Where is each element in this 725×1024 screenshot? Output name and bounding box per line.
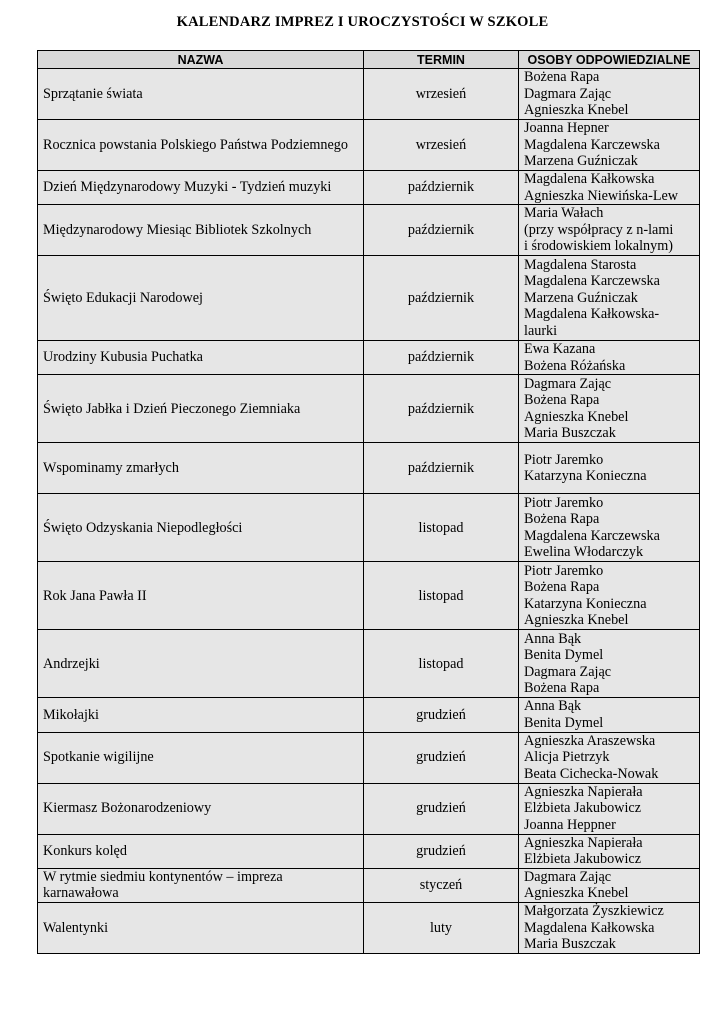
table-header-row (38, 51, 700, 69)
table-row (38, 630, 700, 698)
person-name: Elżbieta Jakubowicz (524, 800, 641, 817)
header-term: TERMIN (364, 51, 519, 69)
event-term: styczeń (364, 868, 519, 902)
responsible-people (519, 732, 700, 783)
person-name: Bożena Rapa (524, 511, 600, 528)
person-name: Marzena Guźniczak (524, 289, 638, 306)
table-row (38, 783, 700, 834)
table-row (38, 69, 700, 120)
table-row (38, 171, 700, 205)
table-row (38, 698, 700, 732)
responsible-people (519, 205, 700, 256)
responsible-people (519, 341, 700, 375)
person-name: Agnieszka Napierała (524, 783, 643, 800)
person-name: Maria Buszczak (524, 936, 616, 953)
table-row (38, 732, 700, 783)
event-name: Święto Jabłka i Dzień Pieczonego Ziemniaka (38, 375, 364, 443)
event-term: listopad (364, 562, 519, 630)
person-name: Bożena Rapa (524, 69, 600, 86)
person-name: Dagmara Zając (524, 663, 612, 680)
responsible-people (519, 783, 700, 834)
event-term: październik (364, 443, 519, 494)
event-term: grudzień (364, 783, 519, 834)
person-name: Joanna Hepner (524, 120, 609, 137)
event-term: październik (364, 171, 519, 205)
event-name: Sprzątanie świata (38, 69, 364, 120)
event-name: Andrzejki (38, 630, 364, 698)
table-row (38, 341, 700, 375)
person-name: Agnieszka Niewińska-Lew (524, 187, 679, 204)
responsible-people (519, 120, 700, 171)
event-name: Wspominamy zmarłych (38, 443, 364, 494)
person-name: Magdalena Starosta (524, 256, 637, 273)
person-name: Agnieszka Araszewska (524, 732, 656, 749)
event-name: Rok Jana Pawła II (38, 562, 364, 630)
responsible-people (519, 375, 700, 443)
event-term: październik (364, 341, 519, 375)
event-name: Urodziny Kubusia Puchatka (38, 341, 364, 375)
table-row (38, 494, 700, 562)
event-name: Święto Odzyskania Niepodległości (38, 494, 364, 562)
responsible-people (519, 494, 700, 562)
person-name: Agnieszka Knebel (524, 612, 629, 629)
responsible-people (519, 902, 700, 953)
person-name: Bożena Rapa (524, 680, 600, 697)
person-name: Agnieszka Napierała (524, 834, 643, 851)
person-name: Ewa Kazana (524, 341, 596, 358)
event-name: W rytmie siedmiu kontynentów – impreza karnawałowa (38, 868, 364, 902)
person-name: Joanna Heppner (524, 816, 616, 833)
person-name: Magdalena Kałkowska- (524, 306, 660, 323)
event-name: Dzień Międzynarodowy Muzyki - Tydzień muzyki (38, 171, 364, 205)
header-name: NAZWA (38, 51, 364, 69)
person-name: Anna Bąk (524, 630, 582, 647)
person-name: Alicja Pietrzyk (524, 749, 610, 766)
table-row (38, 902, 700, 953)
person-name: Magdalena Karczewska (524, 527, 660, 544)
person-name: Magdalena Karczewska (524, 273, 660, 290)
person-name: Agnieszka Knebel (524, 408, 629, 425)
event-term: luty (364, 902, 519, 953)
event-name: Rocznica powstania Polskiego Państwa Podziemnego (38, 120, 364, 171)
table-row (38, 868, 700, 902)
person-name: Magdalena Kałkowska (524, 919, 655, 936)
table-row (38, 375, 700, 443)
event-name: Święto Edukacji Narodowej (38, 256, 364, 341)
person-name: Benita Dymel (524, 714, 604, 731)
event-name: Międzynarodowy Miesiąc Bibliotek Szkolnych (38, 205, 364, 256)
table-row (38, 443, 700, 494)
header-people: OSOBY ODPOWIEDZIALNE (519, 51, 700, 69)
event-term: wrzesień (364, 120, 519, 171)
responsible-people (519, 698, 700, 732)
person-name: (przy współpracy z n-lami (524, 221, 674, 238)
person-name: Małgorzata Żyszkiewicz (524, 903, 664, 920)
person-name: Beata Cichecka-Nowak (524, 765, 659, 782)
person-name: Agnieszka Knebel (524, 102, 629, 119)
person-name: i środowiskiem lokalnym) (524, 238, 673, 255)
table-row (38, 205, 700, 256)
table-row (38, 256, 700, 341)
event-name: Mikołajki (38, 698, 364, 732)
person-name: Dagmara Zając (524, 85, 612, 102)
person-name: Magdalena Karczewska (524, 136, 660, 153)
event-term: październik (364, 256, 519, 341)
responsible-people (519, 562, 700, 630)
table-row (38, 562, 700, 630)
responsible-people (519, 630, 700, 698)
table-row (38, 120, 700, 171)
event-name: Kiermasz Bożonarodzeniowy (38, 783, 364, 834)
event-name: Walentynki (38, 902, 364, 953)
event-name: Konkurs kolęd (38, 834, 364, 868)
person-name: Piotr Jaremko (524, 451, 604, 468)
person-name: Agnieszka Knebel (524, 885, 629, 902)
event-name: Spotkanie wigilijne (38, 732, 364, 783)
table-row (38, 834, 700, 868)
event-term: październik (364, 375, 519, 443)
person-name: Bożena Różańska (524, 357, 626, 374)
person-name: Katarzyna Konieczna (524, 468, 647, 485)
person-name: Maria Buszczak (524, 425, 616, 442)
person-name: Piotr Jaremko (524, 562, 604, 579)
person-name: Piotr Jaremko (524, 494, 604, 511)
events-table (37, 50, 700, 954)
document-title: KALENDARZ IMPREZ I UROCZYSTOŚCI W SZKOLE (176, 14, 549, 30)
event-term: listopad (364, 630, 519, 698)
person-name: Katarzyna Konieczna (524, 595, 647, 612)
event-term: grudzień (364, 834, 519, 868)
person-name: Bożena Rapa (524, 579, 600, 596)
person-name: Benita Dymel (524, 647, 604, 664)
person-name: Magdalena Kałkowska (524, 171, 655, 187)
responsible-people (519, 868, 700, 902)
person-name: Bożena Rapa (524, 392, 600, 409)
responsible-people (519, 834, 700, 868)
responsible-people (519, 443, 700, 494)
responsible-people (519, 171, 700, 205)
person-name: Dagmara Zając (524, 868, 612, 885)
person-name: Elżbieta Jakubowicz (524, 851, 641, 868)
person-name: Marzena Guźniczak (524, 153, 638, 170)
event-term: październik (364, 205, 519, 256)
person-name: Maria Wałach (524, 205, 604, 222)
event-term: grudzień (364, 698, 519, 732)
responsible-people (519, 256, 700, 341)
person-name: Ewelina Włodarczyk (524, 544, 644, 561)
event-term: grudzień (364, 732, 519, 783)
event-term: wrzesień (364, 69, 519, 120)
person-name: laurki (524, 323, 558, 340)
responsible-people (519, 69, 700, 120)
person-name: Anna Bąk (524, 698, 582, 715)
event-term: listopad (364, 494, 519, 562)
person-name: Dagmara Zając (524, 375, 612, 392)
